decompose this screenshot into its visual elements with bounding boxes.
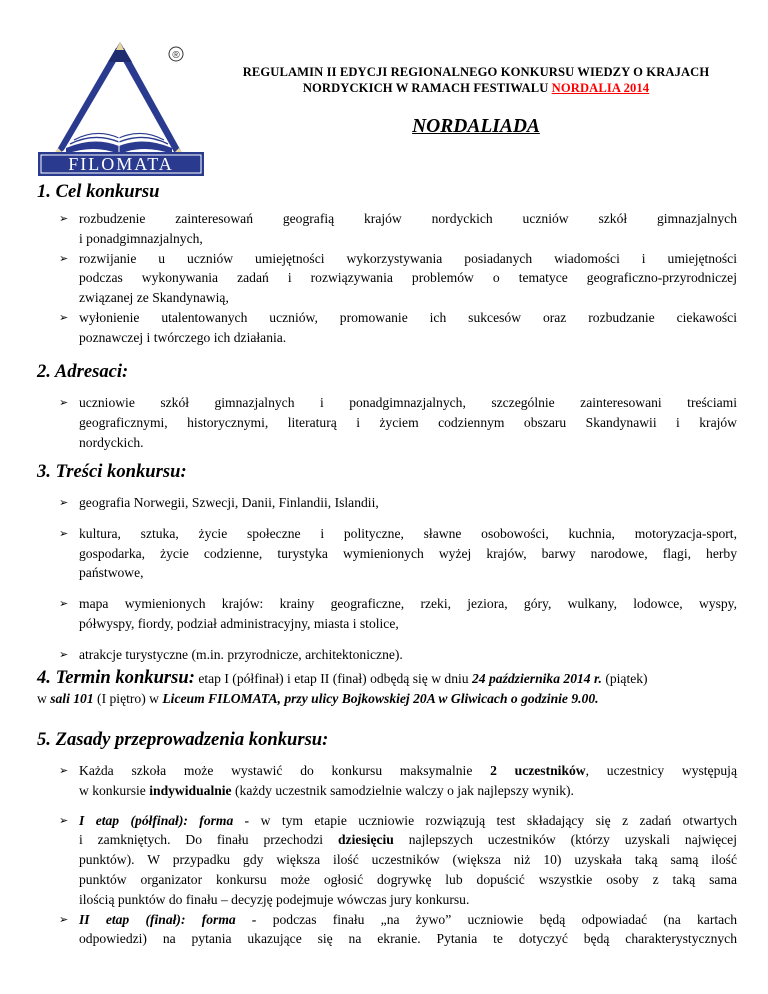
arrow-bullet-icon: ➢ [59, 496, 69, 509]
section-heading: 5. Zasady przeprowadzenia konkursu: [37, 729, 329, 750]
section-audience [37, 361, 737, 452]
list-item: ➢ rozwijanie u uczniów umiejętności wykorzystywania posiadanych wiadomości i umiejętności podczas wykonywania zadań i rozwiązywania problemów o tematyce geograficzno-przyrodniczej związanej ze Skandynawią, [59, 250, 737, 306]
section-date: 4. Termin konkursu: etap I (półfinał) i etap II (finał) odbędą się w dniu 24 października 2014 r. (piątek) w sali 101 (I piętro) w Liceum FILOMATA, przy ulicy Bojkowskiej 20A w Gliwicach o godzinie 9.00. [37, 667, 648, 706]
audience-list [37, 393, 737, 452]
list-item: ➢ mapa wymienionych krajów: krainy geograficzne, rzeki, jeziora, góry, wulkany, lodowce, wyspy, półwyspy, fiordy, podział administracyjny, miasta i stolice, [59, 596, 737, 631]
list-item: ➢ II etap (finał): forma - podczas finału „na żywo” uczniowie będą odpowiadać (na kartach odpowiedzi) na pytania ukazujące się na ekranie. Pytania te dotyczyć będą charakterystycznych [59, 911, 737, 947]
section-heading: 1. Cel konkursu [37, 181, 160, 202]
section-rules [37, 729, 737, 949]
goal-list [37, 209, 737, 348]
venue: Liceum FILOMATA, przy ulicy Bojkowskiej 20A w Gliwicach o godzinie 9.00. [162, 691, 599, 706]
title-line-2: NORDYCKICH W RAMACH FESTIWALU NORDALIA 2014 [302, 81, 650, 95]
contest-date: 24 października 2014 r. [472, 671, 602, 686]
festival-name: NORDALIA 2014 [551, 81, 650, 95]
list-item: ➢ kultura, sztuka, życie społeczne i polityczne, sławne osobowości, kuchnia, motoryzacja-sport, gospodarka, życie codzienne, turystyka wymienionych wyżej krajów, barwy narodowe, flagi, herby państwowe, [59, 525, 737, 581]
title-line-1: REGULAMIN II EDYCJI REGIONALNEGO KONKURSU WIEDZY O KRAJACH [242, 65, 710, 79]
contents-list [37, 493, 737, 665]
arrow-bullet-icon: ➢ [59, 396, 69, 409]
section-heading: 4. Termin konkursu: [37, 667, 195, 688]
list-item: ➢ rozbudzenie zainteresowań geografią krajów nordyckich uczniów szkół gimnazjalnych i ponadgimnazjalnych, [59, 211, 737, 246]
arrow-bullet-icon: ➢ [59, 597, 69, 611]
logo-text: FILOMATA [68, 154, 174, 174]
section-heading: 3. Treści konkursu: [37, 461, 187, 482]
filomata-logo [36, 40, 206, 177]
arrow-bullet-icon: ➢ [59, 647, 69, 661]
list-item: ➢ wyłonienie utalentowanych uczniów, promowanie ich sukcesów oraz rozbudzanie ciekawości poznawczej i twórczego ich działania. [59, 309, 737, 345]
list-item: ➢ geografia Norwegii, Szwecji, Danii, Finlandii, Islandii, [37, 493, 737, 513]
list-item: ➢ Każda szkoła może wystawić do konkursu maksymalnie 2 uczestników, uczestnicy występują w konkursie indywidualnie (każdy uczestnik samodzielnie walczy o jak najlepszy wynik). [59, 763, 737, 798]
section-heading: 2. Adresaci: [37, 361, 129, 382]
list-item: ➢ atrakcje turystyczne (m.in. przyrodnicze, architektoniczne). [37, 645, 737, 665]
contest-name: NORDALIADA [412, 116, 540, 137]
room-number: sali 101 [50, 691, 94, 706]
arrow-bullet-icon: ➢ [59, 764, 69, 777]
arrow-bullet-icon: ➢ [59, 912, 69, 926]
arrow-bullet-icon: ➢ [59, 526, 69, 540]
section-contents [37, 461, 737, 676]
rules-list [37, 761, 737, 949]
arrow-bullet-icon: ➢ [59, 212, 69, 225]
arrow-bullet-icon: ➢ [59, 310, 69, 324]
list-item: ➢ uczniowie szkół gimnazjalnych i ponadgimnazjalnych, szczególnie zainteresowani treściami geograficznymi, historycznymi, literaturą i życiem codziennym obszaru Skandynawii i krajów nordyckich. [59, 395, 737, 450]
arrow-bullet-icon: ➢ [59, 813, 69, 827]
registered-mark: ® [172, 50, 180, 61]
list-item: ➢ I etap (półfinał): forma - w tym etapie uczniowie rozwiązują test składający się z zadań otwartych i zamkniętych. Do finału przechodzi dziesięciu najlepszych uczestników (którzy uzyskali najwięcej punktów). W przypadku gdy większa ilość uczestników (większa niż 10) uzyskała taką samą ilość punktów organizator konkursu może ogłosić dogrywkę lub dopuścić wszystkie osoby z taką sama ilością punktów do finału – decyzję podejmuje wówczas jury konkursu. [59, 812, 737, 907]
section-goal [37, 181, 737, 348]
document-title [226, 64, 726, 96]
arrow-bullet-icon: ➢ [59, 251, 69, 265]
